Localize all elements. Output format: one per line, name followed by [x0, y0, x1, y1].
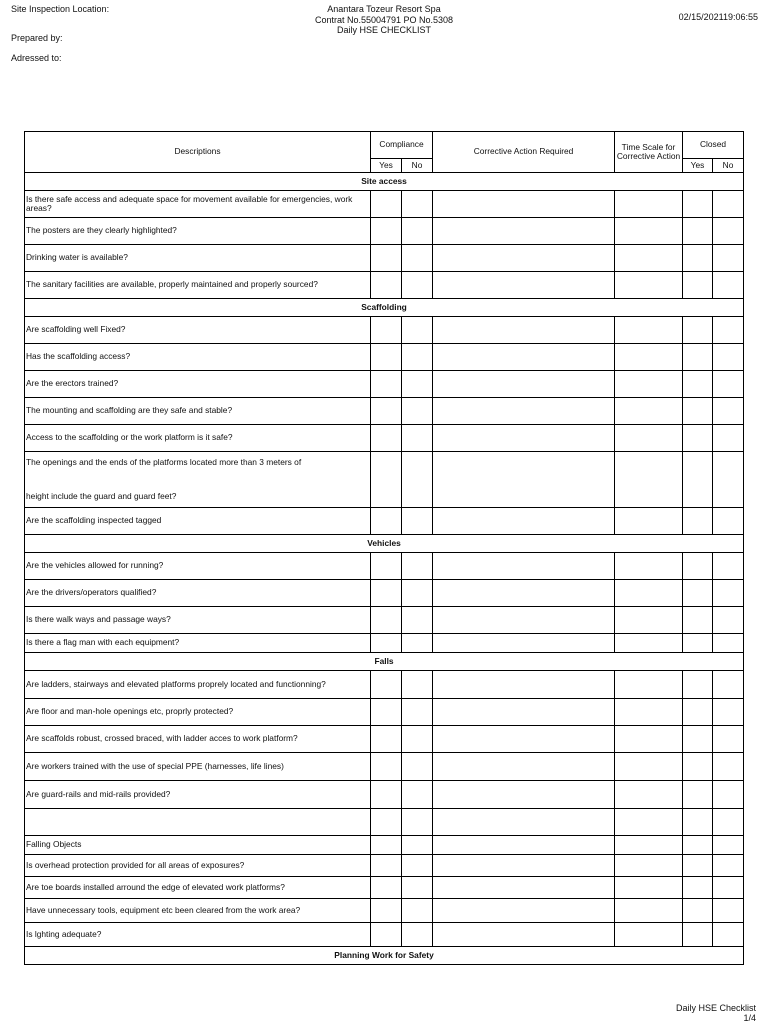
closed-no-cell[interactable]	[713, 553, 744, 580]
closed-yes-cell[interactable]	[683, 634, 713, 653]
item-description: Is there walk ways and passage ways?	[25, 607, 371, 634]
compliance-yes-cell[interactable]	[371, 836, 402, 855]
checklist-row	[25, 809, 744, 836]
col-closed-no-header: No	[713, 159, 744, 173]
compliance-yes-cell[interactable]	[371, 855, 402, 877]
checklist-row	[25, 245, 744, 272]
closed-no-cell[interactable]	[713, 452, 744, 508]
time-scale-cell[interactable]	[615, 344, 683, 371]
time-scale-cell[interactable]	[615, 877, 683, 899]
compliance-no-cell[interactable]	[402, 580, 433, 607]
closed-no-cell[interactable]	[713, 508, 744, 535]
col-corrective-action-header: Corrective Action Required	[433, 132, 615, 173]
closed-no-cell[interactable]	[713, 726, 744, 753]
compliance-yes-cell[interactable]	[371, 553, 402, 580]
compliance-no-cell[interactable]	[402, 753, 433, 781]
compliance-no-cell[interactable]	[402, 855, 433, 877]
time-scale-cell[interactable]	[615, 553, 683, 580]
time-scale-cell[interactable]	[615, 781, 683, 809]
compliance-no-cell[interactable]	[402, 218, 433, 245]
section-title: Scaffolding	[25, 299, 744, 317]
item-description: Are the scaffolding inspected tagged	[25, 508, 371, 535]
closed-yes-cell[interactable]	[683, 899, 713, 923]
checklist-row	[25, 344, 744, 371]
time-scale-cell[interactable]	[615, 191, 683, 218]
closed-no-cell[interactable]	[713, 699, 744, 726]
compliance-yes-cell[interactable]	[371, 809, 402, 836]
closed-yes-cell[interactable]	[683, 553, 713, 580]
time-scale-cell[interactable]	[615, 836, 683, 855]
checklist-row	[25, 855, 744, 877]
col-compliance-header: Compliance	[371, 132, 433, 159]
compliance-no-cell[interactable]	[402, 191, 433, 218]
corrective-action-cell[interactable]	[433, 753, 615, 781]
col-closed-yes-header: Yes	[683, 159, 713, 173]
compliance-yes-cell[interactable]	[371, 899, 402, 923]
col-descriptions-header: Descriptions	[25, 132, 371, 173]
time-scale-cell[interactable]	[615, 607, 683, 634]
item-description: Are the vehicles allowed for running?	[25, 553, 371, 580]
closed-yes-cell[interactable]	[683, 425, 713, 452]
checklist-row	[25, 553, 744, 580]
compliance-no-cell[interactable]	[402, 344, 433, 371]
corrective-action-cell[interactable]	[433, 809, 615, 836]
corrective-action-cell[interactable]	[433, 607, 615, 634]
item-description: Are floor and man-hole openings etc, proprly protected?	[25, 699, 371, 726]
corrective-action-cell[interactable]	[433, 218, 615, 245]
corrective-action-cell[interactable]	[433, 855, 615, 877]
closed-no-cell[interactable]	[713, 398, 744, 425]
compliance-no-cell[interactable]	[402, 634, 433, 653]
item-description: Are toe boards installed arround the edge of elevated work platforms?	[25, 877, 371, 899]
corrective-action-cell[interactable]	[433, 344, 615, 371]
section-header-row	[25, 947, 744, 965]
closed-no-cell[interactable]	[713, 781, 744, 809]
compliance-yes-cell[interactable]	[371, 699, 402, 726]
item-description: Are scaffolds robust, crossed braced, with ladder acces to work platform?	[25, 726, 371, 753]
document-title-block	[0, 4, 768, 36]
checklist-row	[25, 317, 744, 344]
compliance-no-cell[interactable]	[402, 425, 433, 452]
time-scale-cell[interactable]	[615, 753, 683, 781]
closed-yes-cell[interactable]	[683, 726, 713, 753]
corrective-action-cell[interactable]	[433, 580, 615, 607]
item-description: Have unnecessary tools, equipment etc been cleared from the work area?	[25, 899, 371, 923]
checklist-row	[25, 371, 744, 398]
corrective-action-cell[interactable]	[433, 398, 615, 425]
closed-yes-cell[interactable]	[683, 855, 713, 877]
checklist-row	[25, 699, 744, 726]
footer-title: Daily HSE Checklist	[675, 1003, 756, 1013]
compliance-no-cell[interactable]	[402, 877, 433, 899]
closed-no-cell[interactable]	[713, 855, 744, 877]
closed-no-cell[interactable]	[713, 634, 744, 653]
time-scale-cell[interactable]	[615, 899, 683, 923]
closed-no-cell[interactable]	[713, 580, 744, 607]
closed-yes-cell[interactable]	[683, 836, 713, 855]
compliance-yes-cell[interactable]	[371, 425, 402, 452]
time-scale-cell[interactable]	[615, 371, 683, 398]
item-description	[25, 452, 371, 508]
compliance-yes-cell[interactable]	[371, 218, 402, 245]
compliance-yes-cell[interactable]	[371, 272, 402, 299]
corrective-action-cell[interactable]	[433, 191, 615, 218]
compliance-yes-cell[interactable]	[371, 781, 402, 809]
checklist-row	[25, 634, 744, 653]
compliance-yes-cell[interactable]	[371, 923, 402, 947]
time-scale-cell[interactable]	[615, 634, 683, 653]
corrective-action-cell[interactable]	[433, 899, 615, 923]
closed-no-cell[interactable]	[713, 923, 744, 947]
compliance-yes-cell[interactable]	[371, 580, 402, 607]
time-scale-cell[interactable]	[615, 317, 683, 344]
checklist-row	[25, 726, 744, 753]
print-datetime: 02/15/202119:06:55	[678, 12, 758, 22]
corrective-action-cell[interactable]	[433, 634, 615, 653]
closed-no-cell[interactable]	[713, 671, 744, 699]
item-description: Is there safe access and adequate space for movement available for emergencies, work areas?	[25, 191, 371, 218]
compliance-no-cell[interactable]	[402, 781, 433, 809]
compliance-no-cell[interactable]	[402, 317, 433, 344]
closed-yes-cell[interactable]	[683, 218, 713, 245]
item-description-line: height include the guard and guard feet?	[26, 490, 177, 501]
closed-yes-cell[interactable]	[683, 877, 713, 899]
checklist-row	[25, 218, 744, 245]
corrective-action-cell[interactable]	[433, 553, 615, 580]
addressed-to-label: Adressed to:	[11, 53, 62, 63]
item-description: Are scaffolding well Fixed?	[25, 317, 371, 344]
compliance-no-cell[interactable]	[402, 726, 433, 753]
compliance-yes-cell[interactable]	[371, 753, 402, 781]
compliance-no-cell[interactable]	[402, 245, 433, 272]
closed-no-cell[interactable]	[713, 272, 744, 299]
checklist-row	[25, 191, 744, 218]
closed-no-cell[interactable]	[713, 317, 744, 344]
closed-yes-cell[interactable]	[683, 580, 713, 607]
closed-yes-cell[interactable]	[683, 272, 713, 299]
page-number: 1/4	[743, 1013, 756, 1023]
item-description	[25, 809, 371, 836]
closed-no-cell[interactable]	[713, 809, 744, 836]
section-title: Planning Work for Safety	[25, 947, 744, 965]
contract-number: Contrat No.55004791 PO No.5308	[314, 14, 454, 25]
closed-no-cell[interactable]	[713, 218, 744, 245]
item-description: Are the erectors trained?	[25, 371, 371, 398]
time-scale-cell[interactable]	[615, 726, 683, 753]
closed-yes-cell[interactable]	[683, 245, 713, 272]
checklist-row	[25, 272, 744, 299]
compliance-yes-cell[interactable]	[371, 245, 402, 272]
col-closed-header: Closed	[683, 132, 744, 159]
corrective-action-cell[interactable]	[433, 781, 615, 809]
section-header-row	[25, 535, 744, 553]
time-scale-cell[interactable]	[615, 508, 683, 535]
time-scale-cell[interactable]	[615, 425, 683, 452]
item-description: Are ladders, stairways and elevated platforms proprely located and functionning?	[25, 671, 371, 699]
closed-yes-cell[interactable]	[683, 753, 713, 781]
compliance-yes-cell[interactable]	[371, 398, 402, 425]
checklist-row	[25, 508, 744, 535]
closed-yes-cell[interactable]	[683, 923, 713, 947]
closed-yes-cell[interactable]	[683, 371, 713, 398]
item-description: Are guard-rails and mid-rails provided?	[25, 781, 371, 809]
time-scale-cell[interactable]	[615, 671, 683, 699]
time-scale-cell[interactable]	[615, 580, 683, 607]
corrective-action-cell[interactable]	[433, 699, 615, 726]
time-scale-cell[interactable]	[615, 855, 683, 877]
checklist-row	[25, 781, 744, 809]
compliance-yes-cell[interactable]	[371, 452, 402, 508]
closed-yes-cell[interactable]	[683, 191, 713, 218]
time-scale-cell[interactable]	[615, 272, 683, 299]
item-description: The sanitary facilities are available, properly maintained and properly sourced?	[25, 272, 371, 299]
compliance-yes-cell[interactable]	[371, 877, 402, 899]
item-description: Are the drivers/operators qualified?	[25, 580, 371, 607]
item-description: Drinking water is available?	[25, 245, 371, 272]
compliance-no-cell[interactable]	[402, 809, 433, 836]
corrective-action-cell[interactable]	[433, 923, 615, 947]
closed-yes-cell[interactable]	[683, 671, 713, 699]
closed-no-cell[interactable]	[713, 836, 744, 855]
col-compliance-yes-header: Yes	[371, 159, 402, 173]
item-description: The posters are they clearly highlighted?	[25, 218, 371, 245]
compliance-no-cell[interactable]	[402, 607, 433, 634]
compliance-yes-cell[interactable]	[371, 726, 402, 753]
compliance-no-cell[interactable]	[402, 899, 433, 923]
closed-no-cell[interactable]	[713, 607, 744, 634]
time-scale-cell[interactable]	[615, 245, 683, 272]
col-compliance-no-header: No	[402, 159, 433, 173]
item-description: Access to the scaffolding or the work platform is it safe?	[25, 425, 371, 452]
time-scale-cell[interactable]	[615, 699, 683, 726]
item-description: Falling Objects	[25, 836, 371, 855]
compliance-yes-cell[interactable]	[371, 191, 402, 218]
prepared-by-label: Prepared by:	[11, 33, 63, 43]
compliance-no-cell[interactable]	[402, 553, 433, 580]
corrective-action-cell[interactable]	[433, 425, 615, 452]
item-description: Is there a flag man with each equipment?	[25, 634, 371, 653]
checklist-row	[25, 607, 744, 634]
corrective-action-cell[interactable]	[433, 836, 615, 855]
compliance-no-cell[interactable]	[402, 671, 433, 699]
closed-yes-cell[interactable]	[683, 607, 713, 634]
section-header-row	[25, 299, 744, 317]
corrective-action-cell[interactable]	[433, 671, 615, 699]
closed-no-cell[interactable]	[713, 371, 744, 398]
compliance-no-cell[interactable]	[402, 923, 433, 947]
item-description: Has the scaffolding access?	[25, 344, 371, 371]
section-title: Falls	[25, 653, 744, 671]
corrective-action-cell[interactable]	[433, 245, 615, 272]
checklist-row	[25, 580, 744, 607]
checklist-row	[25, 836, 744, 855]
closed-yes-cell[interactable]	[683, 344, 713, 371]
item-description: Is lghting adequate?	[25, 923, 371, 947]
corrective-action-cell[interactable]	[433, 508, 615, 535]
compliance-no-cell[interactable]	[402, 699, 433, 726]
checklist-row	[25, 899, 744, 923]
corrective-action-cell[interactable]	[433, 371, 615, 398]
col-time-scale-header: Time Scale for Corrective Action	[615, 132, 683, 173]
section-title: Vehicles	[25, 535, 744, 553]
closed-yes-cell[interactable]	[683, 452, 713, 508]
time-scale-cell[interactable]	[615, 809, 683, 836]
corrective-action-cell[interactable]	[433, 317, 615, 344]
closed-no-cell[interactable]	[713, 425, 744, 452]
compliance-no-cell[interactable]	[402, 272, 433, 299]
time-scale-cell[interactable]	[615, 452, 683, 508]
closed-no-cell[interactable]	[713, 245, 744, 272]
compliance-no-cell[interactable]	[402, 398, 433, 425]
corrective-action-cell[interactable]	[433, 452, 615, 508]
page-footer	[676, 1003, 756, 1023]
project-name: Anantara Tozeur Resort Spa	[327, 4, 441, 14]
closed-yes-cell[interactable]	[683, 699, 713, 726]
item-description: Is overhead protection provided for all areas of exposures?	[25, 855, 371, 877]
compliance-yes-cell[interactable]	[371, 508, 402, 535]
checklist-row	[25, 923, 744, 947]
item-description-line: The openings and the ends of the platforms located more than 3 meters of	[26, 457, 302, 467]
closed-no-cell[interactable]	[713, 877, 744, 899]
site-inspection-location-label: Site Inspection Location:	[11, 4, 110, 14]
section-header-row	[25, 653, 744, 671]
checklist-row	[25, 753, 744, 781]
time-scale-cell[interactable]	[615, 398, 683, 425]
compliance-no-cell[interactable]	[402, 836, 433, 855]
checklist-row	[25, 425, 744, 452]
compliance-no-cell[interactable]	[402, 508, 433, 535]
checklist-row	[25, 398, 744, 425]
closed-no-cell[interactable]	[713, 344, 744, 371]
hse-checklist-table	[24, 131, 744, 965]
item-description: Are workers trained with the use of special PPE (harnesses, life lines)	[25, 753, 371, 781]
section-title: Site access	[25, 173, 744, 191]
closed-no-cell[interactable]	[713, 191, 744, 218]
compliance-yes-cell[interactable]	[371, 634, 402, 653]
checklist-title: Daily HSE CHECKLIST	[336, 25, 432, 35]
closed-yes-cell[interactable]	[683, 781, 713, 809]
compliance-no-cell[interactable]	[402, 452, 433, 508]
closed-no-cell[interactable]	[713, 753, 744, 781]
corrective-action-cell[interactable]	[433, 272, 615, 299]
corrective-action-cell[interactable]	[433, 877, 615, 899]
time-scale-cell[interactable]	[615, 218, 683, 245]
section-header-row	[25, 173, 744, 191]
corrective-action-cell[interactable]	[433, 726, 615, 753]
compliance-yes-cell[interactable]	[371, 317, 402, 344]
closed-yes-cell[interactable]	[683, 398, 713, 425]
closed-no-cell[interactable]	[713, 899, 744, 923]
closed-yes-cell[interactable]	[683, 317, 713, 344]
compliance-yes-cell[interactable]	[371, 371, 402, 398]
checklist-row	[25, 671, 744, 699]
compliance-yes-cell[interactable]	[371, 607, 402, 634]
compliance-yes-cell[interactable]	[371, 671, 402, 699]
item-description: The mounting and scaffolding are they safe and stable?	[25, 398, 371, 425]
compliance-no-cell[interactable]	[402, 371, 433, 398]
checklist-row	[25, 877, 744, 899]
time-scale-cell[interactable]	[615, 923, 683, 947]
closed-yes-cell[interactable]	[683, 508, 713, 535]
compliance-yes-cell[interactable]	[371, 344, 402, 371]
checklist-row	[25, 452, 744, 508]
closed-yes-cell[interactable]	[683, 809, 713, 836]
